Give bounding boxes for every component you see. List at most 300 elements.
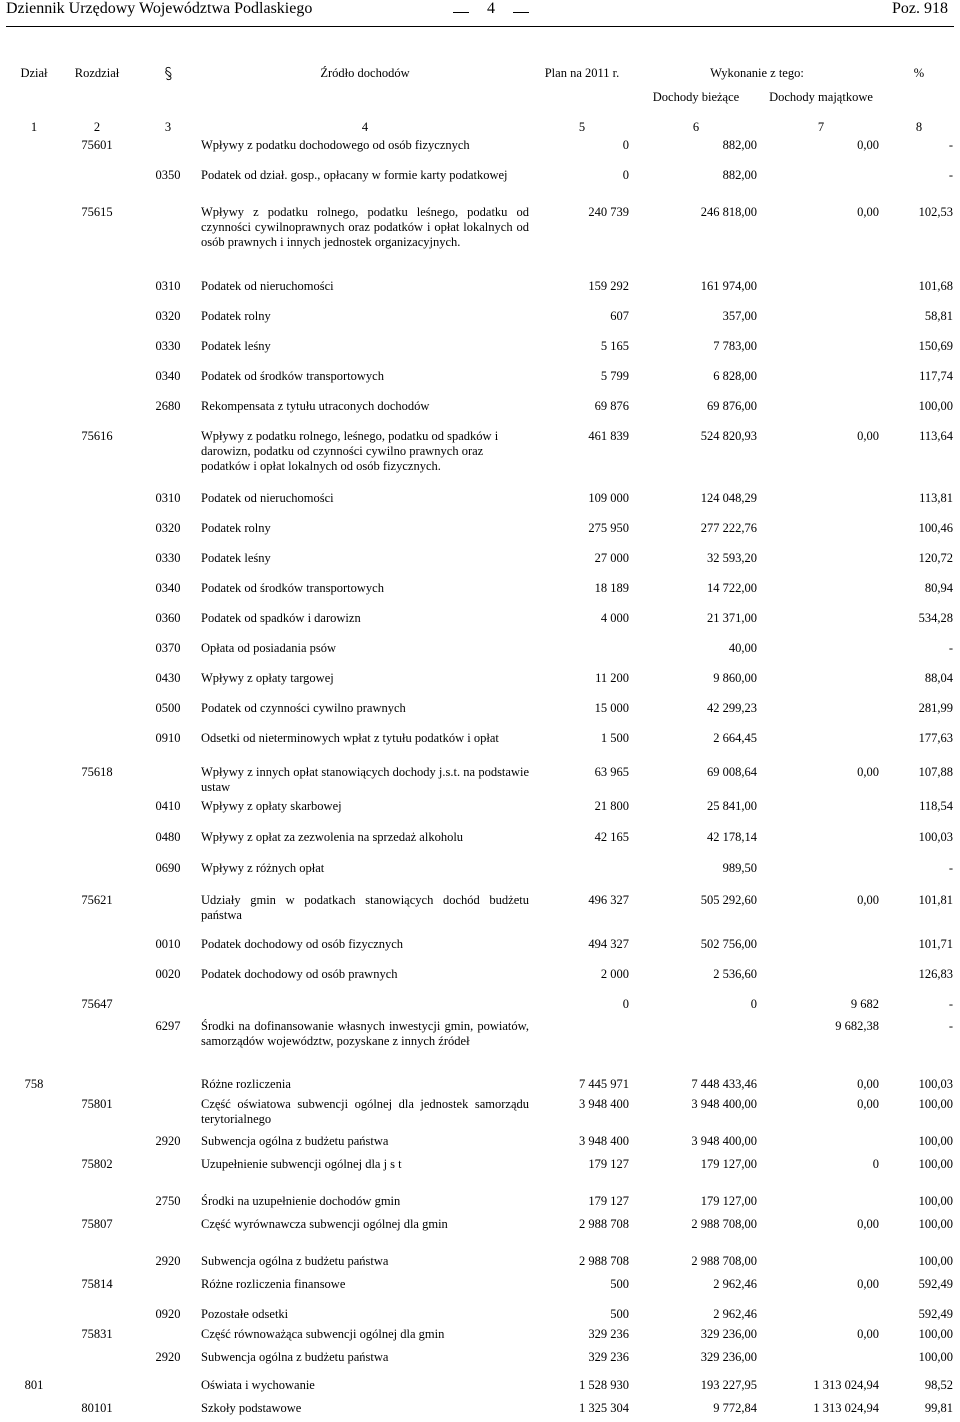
table-row <box>12 830 956 861</box>
plan-value: 5 165 <box>600 339 629 353</box>
dzial-cell <box>12 168 56 205</box>
table-row <box>12 1350 956 1378</box>
rozdzial-cell <box>56 1254 138 1277</box>
rozdzial-cell <box>56 369 138 399</box>
table-row <box>12 1194 956 1217</box>
dzial-cell <box>12 671 56 701</box>
paragraf-cell <box>138 1077 198 1097</box>
rozdzial-cell <box>56 1134 138 1157</box>
percent-value: 100,03 <box>918 1077 954 1091</box>
source-description: Różne rozliczenia finansowe <box>201 1277 346 1291</box>
plan-value: 2 988 708 <box>579 1254 629 1268</box>
rozdzial-cell <box>56 830 138 861</box>
current-income-value: 329 236,00 <box>700 1350 757 1364</box>
col-majatkowe-header: Dochody majątkowe <box>769 90 873 104</box>
percent-value: 101,71 <box>918 937 954 951</box>
source-description: Wpływy z opłaty targowej <box>201 671 334 685</box>
rozdzial-cell: 75618 <box>81 765 113 779</box>
plan-value: 2 988 708 <box>579 1217 629 1231</box>
source-description: Podatek leśny <box>201 551 271 565</box>
asset-income-value <box>760 937 882 967</box>
rozdzial-cell: 75615 <box>81 205 113 219</box>
table-row <box>12 1307 956 1327</box>
table-row <box>12 1401 956 1421</box>
dzial-cell <box>12 138 56 168</box>
col-number: 4 <box>361 120 369 134</box>
asset-income-value <box>760 731 882 765</box>
percent-value: 117,74 <box>919 369 954 383</box>
source-description: Podatek rolny <box>201 309 271 323</box>
rozdzial-cell: 75802 <box>81 1157 113 1171</box>
source-description: Podatek od środków transportowych <box>201 369 384 383</box>
source-description: Część równoważąca subwencji ogólnej dla gmin <box>201 1327 445 1341</box>
col-number: 5 <box>578 120 586 134</box>
column-numbers-row <box>12 120 956 138</box>
dzial-cell <box>12 893 56 937</box>
plan-value: 275 950 <box>588 521 629 535</box>
current-income-value: 9 860,00 <box>713 671 757 685</box>
paragraf-cell: 0410 <box>155 799 181 813</box>
percent-value: 80,94 <box>924 581 954 595</box>
source-description: Część wyrównawcza subwencji ogólnej dla gmin <box>201 1217 448 1231</box>
plan-value: 3 948 400 <box>579 1134 629 1148</box>
page-number: 4 <box>467 0 515 18</box>
plan-value: 500 <box>610 1307 629 1321</box>
dzial-cell <box>12 1277 56 1307</box>
dzial-cell <box>12 521 56 551</box>
plan-value: 179 127 <box>588 1157 629 1171</box>
current-income-value: 277 222,76 <box>700 521 757 535</box>
asset-income-value <box>760 491 882 521</box>
table-row <box>12 1378 956 1401</box>
source-description: Różne rozliczenia <box>201 1077 291 1091</box>
plan-value: 329 236 <box>588 1350 629 1364</box>
percent-value: 107,88 <box>918 765 954 779</box>
rozdzial-cell <box>56 339 138 369</box>
current-income-value: 42 299,23 <box>707 701 757 715</box>
percent-value: 100,00 <box>918 1157 954 1171</box>
percent-value: - <box>948 861 954 875</box>
dzial-cell <box>12 1217 56 1254</box>
dzial-cell <box>12 309 56 339</box>
asset-income-value <box>760 799 882 830</box>
source-description: Podatek dochodowy od osób prawnych <box>201 967 398 981</box>
rozdzial-cell <box>56 1194 138 1217</box>
paragraf-cell <box>138 1378 198 1401</box>
table-row <box>12 611 956 641</box>
asset-income-value: 9 682 <box>850 997 880 1011</box>
asset-income-value <box>760 1307 882 1327</box>
percent-value: 118,54 <box>919 799 954 813</box>
asset-income-value: 0 <box>872 1157 880 1171</box>
percent-value: 100,03 <box>918 830 954 844</box>
journal-title: Dziennik Urzędowy Województwa Podlaskiego <box>6 0 313 17</box>
document-header <box>6 0 954 22</box>
percent-value: 100,46 <box>918 521 954 535</box>
plan-value: 18 189 <box>594 581 629 595</box>
asset-income-value: 0,00 <box>857 1217 880 1231</box>
percent-value: 88,04 <box>924 671 954 685</box>
section-sign-icon <box>164 66 173 81</box>
dzial-cell <box>12 799 56 830</box>
dzial-cell <box>12 830 56 861</box>
percent-value: 177,63 <box>918 731 954 745</box>
plan-value: 1 325 304 <box>579 1401 629 1415</box>
asset-income-value <box>760 641 882 671</box>
percent-value: 113,64 <box>919 429 954 443</box>
dzial-cell <box>12 279 56 309</box>
current-income-value: 357,00 <box>722 309 757 323</box>
plan-value: 5 799 <box>600 369 629 383</box>
asset-income-value: 0,00 <box>857 205 880 219</box>
table-row <box>12 861 956 893</box>
col-plan-header: Plan na 2011 r. <box>544 66 620 80</box>
dzial-cell <box>12 1194 56 1217</box>
percent-value: 100,00 <box>918 1134 954 1148</box>
source-description: Szkoły podstawowe <box>201 1401 302 1415</box>
source-description: Część oświatowa subwencji ogólnej dla jednostek samorządu terytorialnego <box>201 1097 529 1126</box>
plan-value: 2 000 <box>600 967 629 981</box>
current-income-value: 69 876,00 <box>707 399 757 413</box>
table-row <box>12 731 956 765</box>
col-number: 1 <box>30 120 38 134</box>
rozdzial-cell <box>56 1378 138 1401</box>
source-description: Pozostałe odsetki <box>201 1307 289 1321</box>
source-description: Podatek rolny <box>201 521 271 535</box>
source-description: Podatek od środków transportowych <box>201 581 384 595</box>
dzial-cell <box>12 581 56 611</box>
paragraf-cell: 0020 <box>155 967 181 981</box>
asset-income-value: 0,00 <box>857 893 880 907</box>
table-row <box>12 1277 956 1307</box>
col-dzial-header: Dział <box>20 66 48 80</box>
paragraf-cell: 2920 <box>155 1254 181 1268</box>
plan-value: 159 292 <box>588 279 629 293</box>
plan-value: 109 000 <box>588 491 629 505</box>
paragraf-cell <box>138 997 198 1019</box>
source-description: Subwencja ogólna z budżetu państwa <box>201 1134 389 1148</box>
source-description: Udziały gmin w podatkach stanowiących dochód budżetu państwa <box>201 893 529 922</box>
rozdzial-cell <box>56 168 138 205</box>
source-description: Wpływy z podatku dochodowego od osób fizycznych <box>201 138 470 152</box>
dzial-cell <box>12 1401 56 1421</box>
current-income-value: 3 948 400,00 <box>691 1097 757 1111</box>
paragraf-cell: 0320 <box>155 309 181 323</box>
table-row <box>12 551 956 581</box>
plan-value: 0 <box>622 168 629 182</box>
current-income-value: 989,50 <box>722 861 757 875</box>
paragraf-cell <box>138 1097 198 1134</box>
dzial-cell <box>12 611 56 641</box>
percent-value: - <box>948 997 954 1011</box>
plan-value: 607 <box>610 309 629 323</box>
asset-income-value <box>760 309 882 339</box>
percent-value: 150,69 <box>918 339 954 353</box>
source-description: Środki na dofinansowanie własnych inwestycji gmin, powiatów, samorządów województw, pozyskane z innych źródeł <box>201 1019 529 1048</box>
paragraf-cell: 2920 <box>155 1350 181 1364</box>
rozdzial-cell <box>56 491 138 521</box>
percent-value: 100,00 <box>918 1217 954 1231</box>
paragraf-cell: 0340 <box>155 581 181 595</box>
paragraf-cell: 0010 <box>155 937 181 951</box>
asset-income-value <box>760 967 882 997</box>
paragraf-cell: 0330 <box>155 551 181 565</box>
rozdzial-cell <box>56 967 138 997</box>
col-number: 8 <box>915 120 923 134</box>
source-description: Wpływy z opłaty skarbowej <box>201 799 342 813</box>
paragraf-cell <box>138 429 198 491</box>
rozdzial-cell <box>56 641 138 671</box>
current-income-value: 2 536,60 <box>713 967 757 981</box>
paragraf-cell <box>138 1277 198 1307</box>
plan-value: 7 445 971 <box>579 1077 629 1091</box>
paragraf-cell: 0370 <box>155 641 181 655</box>
rozdzial-cell <box>56 399 138 429</box>
percent-value: 100,00 <box>918 1350 954 1364</box>
current-income-value: 524 820,93 <box>700 429 757 443</box>
rozdzial-cell <box>56 671 138 701</box>
dzial-cell <box>12 399 56 429</box>
plan-value: 11 200 <box>595 671 629 685</box>
dzial-cell <box>12 339 56 369</box>
plan-value: 69 876 <box>594 399 629 413</box>
source-description: Wpływy z podatku rolnego, podatku leśnego, podatku od czynności cywilnoprawnych oraz podatków i opłat lokalnych od osób prawnych i innych jednostek organizacyjnych. <box>201 205 529 249</box>
asset-income-value: 9 682,38 <box>835 1019 880 1033</box>
source-description: Podatek od nieruchomości <box>201 491 334 505</box>
percent-value: 100,00 <box>918 399 954 413</box>
source-description: Subwencja ogólna z budżetu państwa <box>201 1350 389 1364</box>
current-income-value: 329 236,00 <box>700 1327 757 1341</box>
paragraf-cell <box>138 765 198 799</box>
dzial-cell <box>12 997 56 1019</box>
dzial-cell <box>12 1254 56 1277</box>
plan-value: 42 165 <box>594 830 629 844</box>
table-row <box>12 799 956 830</box>
source-description: Rekompensata z tytułu utraconych dochodów <box>201 399 430 413</box>
current-income-value: 9 772,84 <box>713 1401 757 1415</box>
plan-value: 3 948 400 <box>579 1097 629 1111</box>
asset-income-value <box>760 551 882 581</box>
source-description: Podatek od spadków i darowizn <box>201 611 361 625</box>
percent-value: 100,00 <box>918 1097 954 1111</box>
paragraf-cell: 0920 <box>155 1307 181 1321</box>
table-row <box>12 205 956 279</box>
source-description: Uzupełnienie subwencji ogólnej dla j s t <box>201 1157 402 1171</box>
plan-value <box>532 641 632 671</box>
col-wykonanie-header: Wykonanie z tego: <box>710 66 804 80</box>
col-paragraf-header <box>138 66 198 90</box>
paragraf-cell <box>138 1327 198 1350</box>
paragraf-cell: 0690 <box>155 861 181 875</box>
dzial-cell <box>12 701 56 731</box>
dzial-cell <box>12 1157 56 1194</box>
percent-value: - <box>948 168 954 182</box>
col-number: 3 <box>164 120 172 134</box>
rozdzial-cell: 80101 <box>81 1401 113 1415</box>
paragraf-cell <box>138 1217 198 1254</box>
percent-value: 592,49 <box>918 1277 954 1291</box>
current-income-value: 2 664,45 <box>713 731 757 745</box>
source-description: Podatek od czynności cywilno prawnych <box>201 701 406 715</box>
source-description: Wpływy z podatku rolnego, leśnego, podatku od spadków i darowizn, podatku od czynności cywilno prawnych oraz podatków i opłat lokalnych od osób fizycznych. <box>201 429 499 473</box>
dzial-cell <box>12 861 56 893</box>
table-row <box>12 1097 956 1134</box>
current-income-value: 882,00 <box>722 168 757 182</box>
dzial-cell <box>12 967 56 997</box>
percent-value: - <box>948 641 954 655</box>
percent-value: 120,72 <box>918 551 954 565</box>
rozdzial-cell <box>56 1350 138 1378</box>
asset-income-value: 0,00 <box>857 765 880 779</box>
paragraf-cell: 0320 <box>155 521 181 535</box>
plan-value: 15 000 <box>594 701 629 715</box>
rozdzial-cell <box>56 551 138 581</box>
asset-income-value: 0,00 <box>857 1077 880 1091</box>
paragraf-cell: 0360 <box>155 611 181 625</box>
dzial-cell <box>12 1019 56 1077</box>
rozdzial-cell: 75621 <box>81 893 113 907</box>
rozdzial-cell <box>56 581 138 611</box>
rozdzial-cell: 75647 <box>81 997 113 1011</box>
asset-income-value <box>760 701 882 731</box>
asset-income-value: 1 313 024,94 <box>813 1401 880 1415</box>
plan-value: 494 327 <box>588 937 629 951</box>
dzial-cell <box>12 1327 56 1350</box>
table-row <box>12 765 956 799</box>
current-income-value: 69 008,64 <box>707 765 757 779</box>
plan-value: 1 500 <box>600 731 629 745</box>
table-row <box>12 279 956 309</box>
source-description <box>198 997 532 1019</box>
current-income-value: 246 818,00 <box>700 205 757 219</box>
asset-income-value <box>760 369 882 399</box>
percent-value: 592,49 <box>918 1307 954 1321</box>
rozdzial-cell <box>56 309 138 339</box>
current-income-value: 502 756,00 <box>700 937 757 951</box>
table-row <box>12 1217 956 1254</box>
percent-value: 102,53 <box>918 205 954 219</box>
percent-value: 98,52 <box>924 1378 954 1392</box>
dzial-cell <box>12 429 56 491</box>
source-description: Odsetki od nieterminowych wpłat z tytułu podatków i opłat <box>201 731 499 745</box>
table-row <box>12 893 956 937</box>
table-row <box>12 429 956 491</box>
percent-value: 99,81 <box>924 1401 954 1415</box>
percent-value: 101,68 <box>918 279 954 293</box>
dzial-cell <box>12 205 56 279</box>
col-procent-header: % <box>913 66 925 80</box>
paragraf-cell <box>138 1401 198 1421</box>
current-income-value: 32 593,20 <box>707 551 757 565</box>
current-income-value: 505 292,60 <box>700 893 757 907</box>
rozdzial-cell <box>56 861 138 893</box>
rozdzial-cell <box>56 1307 138 1327</box>
plan-value <box>532 1019 632 1077</box>
table-row <box>12 997 956 1019</box>
asset-income-value <box>760 671 882 701</box>
dzial-cell <box>12 1134 56 1157</box>
paragraf-cell <box>138 205 198 279</box>
percent-value: - <box>948 138 954 152</box>
dzial-cell <box>12 641 56 671</box>
dzial-cell <box>12 937 56 967</box>
asset-income-value <box>760 581 882 611</box>
table-row <box>12 641 956 671</box>
current-income-value: 179 127,00 <box>700 1157 757 1171</box>
header-rule <box>6 26 954 27</box>
current-income-value: 6 828,00 <box>713 369 757 383</box>
rozdzial-cell <box>56 1077 138 1097</box>
current-income-value: 7 783,00 <box>713 339 757 353</box>
paragraf-cell: 0340 <box>155 369 181 383</box>
plan-value: 27 000 <box>594 551 629 565</box>
percent-value: 100,00 <box>918 1327 954 1341</box>
plan-value: 496 327 <box>588 893 629 907</box>
asset-income-value <box>760 279 882 309</box>
percent-value: 100,00 <box>918 1194 954 1208</box>
plan-value: 21 800 <box>594 799 629 813</box>
current-income-value: 3 948 400,00 <box>691 1134 757 1148</box>
rozdzial-cell <box>56 1019 138 1077</box>
current-income-value: 42 178,14 <box>707 830 757 844</box>
rozdzial-cell: 75807 <box>81 1217 113 1231</box>
paragraf-cell: 0500 <box>155 701 181 715</box>
asset-income-value: 1 313 024,94 <box>813 1378 880 1392</box>
asset-income-value <box>760 611 882 641</box>
asset-income-value: 0,00 <box>857 138 880 152</box>
paragraf-cell: 2920 <box>155 1134 181 1148</box>
current-income-value: 161 974,00 <box>700 279 757 293</box>
table-row <box>12 1327 956 1350</box>
plan-value: 240 739 <box>588 205 629 219</box>
paragraf-cell: 6297 <box>155 1019 181 1033</box>
source-description: Podatek dochodowy od osób fizycznych <box>201 937 404 951</box>
asset-income-value <box>760 1350 882 1378</box>
dzial-cell <box>12 1307 56 1327</box>
rozdzial-cell <box>56 611 138 641</box>
asset-income-value: 0,00 <box>857 1327 880 1341</box>
dzial-cell <box>12 551 56 581</box>
col-number: 7 <box>817 120 825 134</box>
dzial-cell <box>12 491 56 521</box>
source-description: Podatek od nieruchomości <box>201 279 334 293</box>
col-number: 6 <box>692 120 700 134</box>
table-row <box>12 1157 956 1194</box>
income-table <box>12 66 956 1421</box>
table-row <box>12 581 956 611</box>
rozdzial-cell <box>56 731 138 765</box>
table-row <box>12 1254 956 1277</box>
dzial-cell <box>12 369 56 399</box>
dzial-cell <box>12 765 56 799</box>
asset-income-value: 0,00 <box>857 1097 880 1111</box>
percent-value: 534,28 <box>918 611 954 625</box>
dzial-cell <box>12 1350 56 1378</box>
table-row <box>12 1019 956 1077</box>
table-row <box>12 1077 956 1097</box>
percent-value: - <box>948 1019 954 1033</box>
paragraf-cell: 0330 <box>155 339 181 353</box>
table-row <box>12 521 956 551</box>
plan-value: 500 <box>610 1277 629 1291</box>
paragraf-cell: 0350 <box>155 168 181 182</box>
paragraf-cell: 0310 <box>155 491 181 505</box>
rozdzial-cell <box>56 279 138 309</box>
paragraf-cell: 0430 <box>155 671 181 685</box>
paragraf-cell <box>138 893 198 937</box>
paragraf-cell: 2680 <box>155 399 181 413</box>
table-row <box>12 671 956 701</box>
